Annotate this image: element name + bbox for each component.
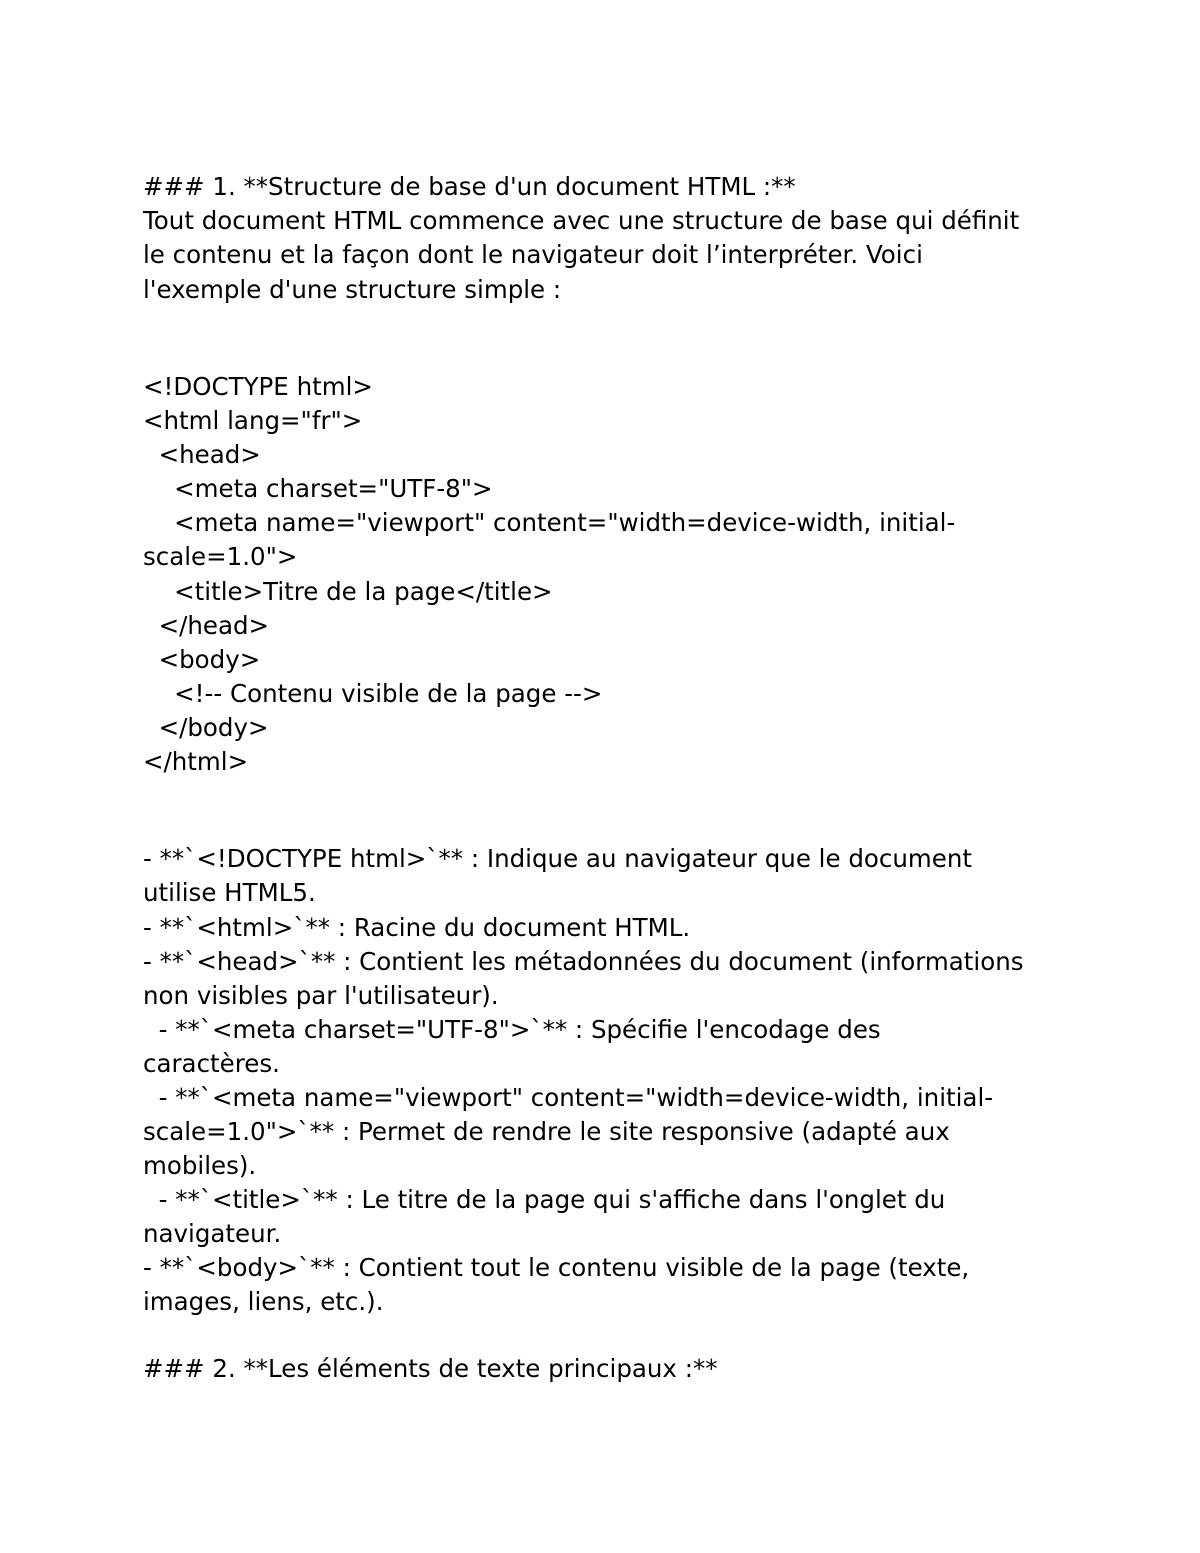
paragraph-line: Tout document HTML commence avec une structure de base qui définit — [143, 206, 1020, 235]
list-item-line: scale=1.0">`** : Permet de rendre le site responsive (adapté aux — [143, 1117, 950, 1146]
list-item-line: - **`<body>`** : Contient tout le contenu visible de la page (texte, — [143, 1253, 970, 1282]
code-line: </body> — [143, 713, 269, 742]
list-item-line: - **`<meta name="viewport" content="width=device-width, initial- — [143, 1083, 994, 1112]
code-line: <head> — [143, 440, 261, 469]
code-line: <html lang="fr"> — [143, 406, 363, 435]
list-item-line: caractères. — [143, 1049, 280, 1078]
code-line: scale=1.0"> — [143, 542, 298, 571]
code-line: </html> — [143, 747, 249, 776]
code-line: <title>Titre de la page</title> — [143, 577, 553, 606]
section-heading: ### 1. **Structure de base d'un document HTML :** — [143, 172, 796, 201]
list-item-line: mobiles). — [143, 1151, 257, 1180]
code-line: <!-- Contenu visible de la page --> — [143, 679, 603, 708]
list-item-line: images, liens, etc.). — [143, 1287, 384, 1316]
list-item-line: - **`<!DOCTYPE html>`** : Indique au navigateur que le document — [143, 844, 972, 873]
list-item-line: navigateur. — [143, 1219, 282, 1248]
list-item-line: utilise HTML5. — [143, 878, 316, 907]
list-item-line: - **`<html>`** : Racine du document HTML. — [143, 913, 691, 942]
code-line: <body> — [143, 645, 261, 674]
paragraph-line: l'exemple d'une structure simple : — [143, 275, 562, 304]
code-line: <meta charset="UTF-8"> — [143, 474, 493, 503]
list-item-line: - **`<head>`** : Contient les métadonnées du document (informations — [143, 947, 1024, 976]
code-line: <meta name="viewport" content="width=device-width, initial- — [143, 508, 956, 537]
code-line: <!DOCTYPE html> — [143, 372, 373, 401]
code-line: </head> — [143, 611, 270, 640]
list-item-line: non visibles par l'utilisateur). — [143, 981, 499, 1010]
paragraph-line: le contenu et la façon dont le navigateur doit l’interpréter. Voici — [143, 240, 923, 269]
list-item-line: - **`<title>`** : Le titre de la page qui s'affiche dans l'onglet du — [143, 1185, 946, 1214]
section-heading: ### 2. **Les éléments de texte principaux :** — [143, 1354, 718, 1383]
list-item-line: - **`<meta charset="UTF-8">`** : Spécifie l'encodage des — [143, 1015, 881, 1044]
